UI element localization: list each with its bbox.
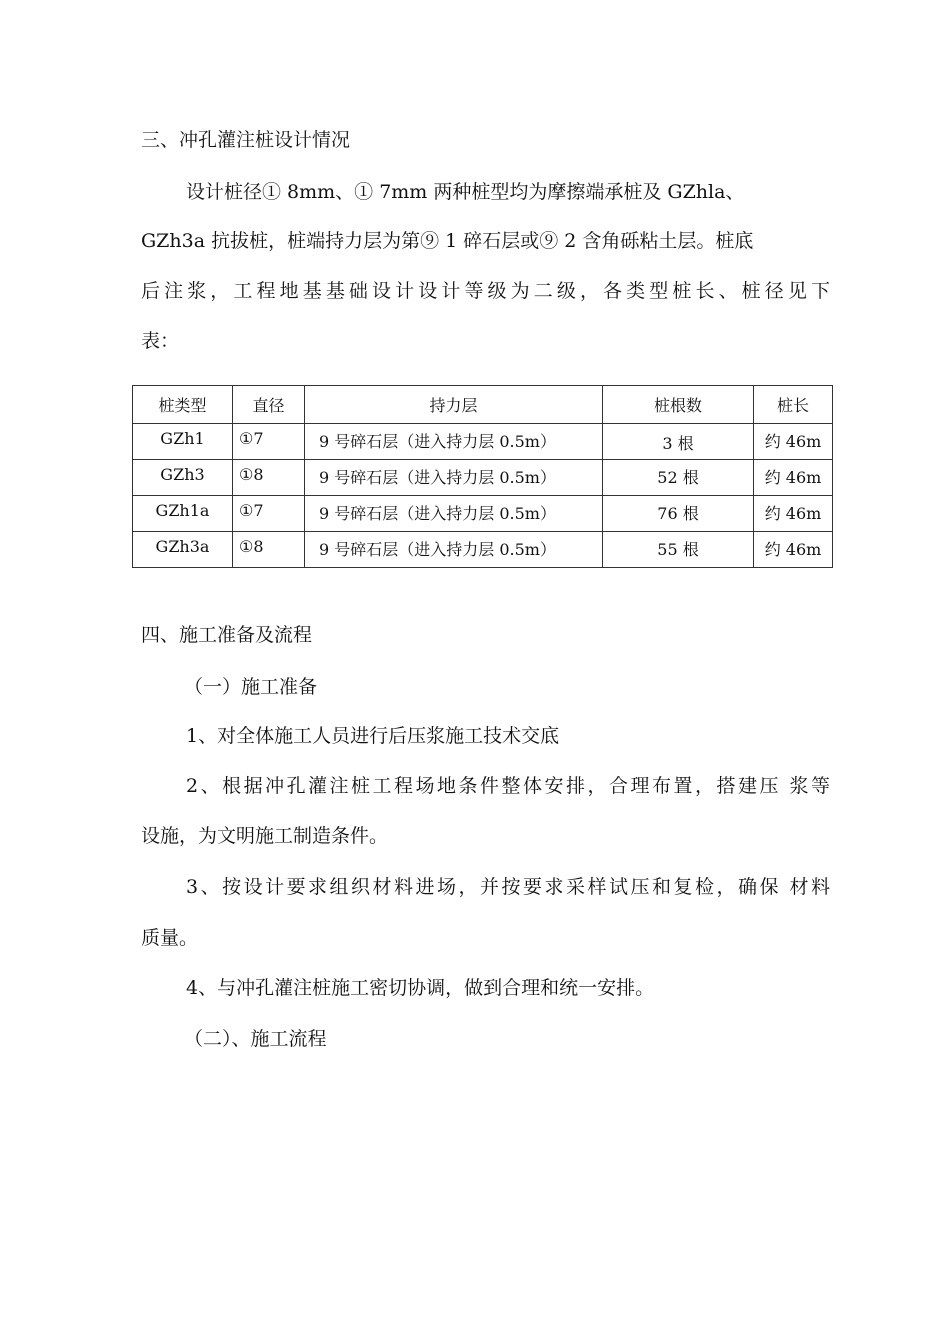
item-3-line-1: 3、按设计要求组织材料进场，并按要求采样试压和复检，确保 材料 <box>186 876 830 898</box>
cell-diameter: ①8 <box>233 460 305 496</box>
header-bearing-layer: 持力层 <box>305 386 603 424</box>
cell-diameter: ①7 <box>233 424 305 460</box>
cell-pile-length: 约 46m <box>754 424 833 460</box>
pile-spec-table <box>132 385 833 568</box>
table-row <box>133 532 833 568</box>
cell-bearing-layer: 9 号碎石层（进入持力层 0.5m） <box>305 532 603 568</box>
header-pile-length: 桩长 <box>754 386 833 424</box>
cell-bearing-layer: 9 号碎石层（进入持力层 0.5m） <box>305 496 603 532</box>
paragraph-line-1: 设计桩径① 8mm、① 7mm 两种桩型均为摩擦端承桩及 GZhla、 <box>186 181 745 203</box>
cell-pile-count: 76 根 <box>603 496 754 532</box>
cell-pile-count: 3 根 <box>603 424 754 460</box>
item-2-line-1: 2、根据冲孔灌注桩工程场地条件整体安排，合理布置，搭建压 浆等 <box>186 775 830 797</box>
paragraph-line-3: 后注浆，工程地基基础设计设计等级为二级，各类型桩长、桩径见下 <box>141 280 830 302</box>
paragraph-line-4: 表： <box>141 330 180 352</box>
cell-pile-type: GZh3a <box>133 532 233 568</box>
cell-pile-type: GZh1a <box>133 496 233 532</box>
table-row <box>133 424 833 460</box>
cell-pile-length: 约 46m <box>754 460 833 496</box>
item-1: 1、对全体施工人员进行后压浆施工技术交底 <box>186 725 560 747</box>
section4-heading: 四、施工准备及流程 <box>141 624 313 646</box>
header-diameter: 直径 <box>233 386 305 424</box>
section3-heading: 三、冲孔灌注桩设计情况 <box>141 129 351 151</box>
cell-diameter: ①8 <box>233 532 305 568</box>
table-header-row <box>133 386 833 424</box>
cell-pile-count: 55 根 <box>603 532 754 568</box>
item-2-line-2: 设施，为文明施工制造条件。 <box>141 825 389 847</box>
cell-pile-length: 约 46m <box>754 496 833 532</box>
cell-pile-length: 约 46m <box>754 532 833 568</box>
header-pile-type: 桩类型 <box>133 386 233 424</box>
cell-pile-type: GZh3 <box>133 460 233 496</box>
cell-diameter: ①7 <box>233 496 305 532</box>
header-pile-count: 桩根数 <box>603 386 754 424</box>
cell-bearing-layer: 9 号碎石层（进入持力层 0.5m） <box>305 424 603 460</box>
subheading-process: （二）、施工流程 <box>184 1028 327 1050</box>
table-row <box>133 496 833 532</box>
item-3-line-2: 质量。 <box>141 927 199 949</box>
cell-pile-type: GZh1 <box>133 424 233 460</box>
item-4: 4、与冲孔灌注桩施工密切协调，做到合理和统一安排。 <box>186 977 655 999</box>
subheading-preparation: （一）施工准备 <box>184 676 318 698</box>
cell-pile-count: 52 根 <box>603 460 754 496</box>
table-row <box>133 460 833 496</box>
cell-bearing-layer: 9 号碎石层（进入持力层 0.5m） <box>305 460 603 496</box>
paragraph-line-2: GZh3a 抗拔桩，桩端持力层为第⑨ 1 碎石层或⑨ 2 含角砾粘土层。桩底 <box>141 230 754 252</box>
